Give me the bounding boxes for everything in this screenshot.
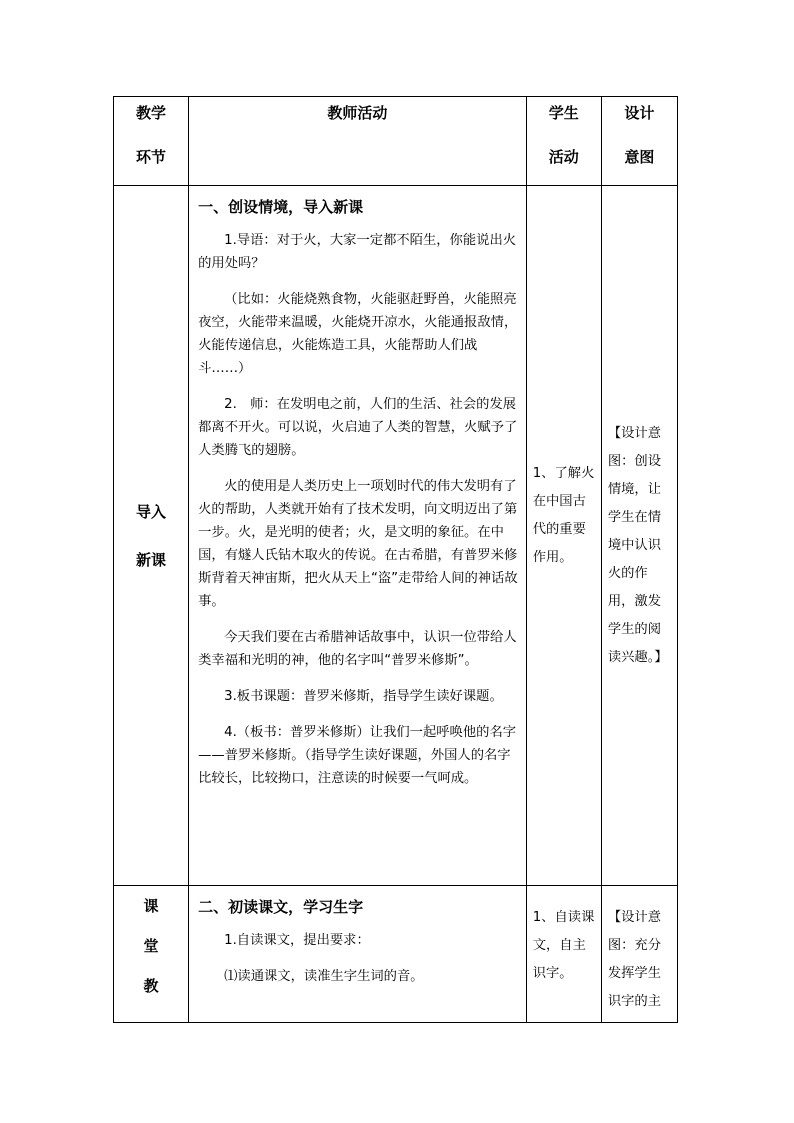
header-row <box>114 97 678 186</box>
header-design-line2: 意图 <box>624 148 655 166</box>
teacher-activity-intro <box>189 186 527 886</box>
header-stage <box>114 97 189 186</box>
paragraph: ⑴读通课文，读准生字生词的音。 <box>224 969 424 984</box>
paragraph: 1.自读课文，提出要求： <box>224 933 370 948</box>
lesson-plan-table <box>113 96 678 1023</box>
header-student-line2: 活动 <box>548 148 579 166</box>
stage-intro-line1: 导入 <box>136 502 167 521</box>
student-activity-reading <box>526 886 601 1023</box>
stage-intro-line2: 新课 <box>136 550 167 569</box>
header-design-line1: 设计 <box>624 104 655 122</box>
design-intent-reading <box>601 886 677 1023</box>
row-reading <box>114 886 678 1023</box>
student-activity-text: 1、了解火在中国古代的重要作用。 <box>532 465 595 565</box>
stage-class-line2: 堂 <box>143 937 159 955</box>
stage-class-line3: 教 <box>143 977 159 995</box>
section-title-intro: 一、创设情境，导入新课 <box>198 198 364 216</box>
paragraph: 3.板书课题：普罗米修斯，指导学生读好课题。 <box>224 689 503 704</box>
paragraph: 1.导语：对于火，大家一定都不陌生，你能说出火的用处吗？ <box>198 233 517 271</box>
design-intent-text: 【设计意图：创设情境，让学生在情境中认识火的作用，激发学生的阅读兴趣。】 <box>607 425 668 665</box>
section-title-reading: 二、初读课文，学习生字 <box>198 898 364 916</box>
header-design <box>601 97 677 186</box>
row-intro <box>114 186 678 886</box>
student-activity-intro <box>526 186 601 886</box>
student-activity-text: 1、自读课文，自主识字。 <box>532 910 595 981</box>
header-teacher-label: 教师活动 <box>327 104 388 122</box>
design-intent-text: 【设计意图：充分发挥学生识字的主 <box>607 910 662 1009</box>
header-student <box>526 97 601 186</box>
paragraph: 火的使用是人类历史上一项划时代的伟大发明有了火的帮助，人类就开始有了技术发明，向文明迈出了第一步。火，是光明的使者；火，是文明的象征。在中国，有燧人氏钻木取火的传说。在古希腊，有普罗米修斯背着天神宙斯，把火从天上“盗”走带给人间的神话故事。 <box>198 479 518 609</box>
stage-class-line1: 课 <box>143 897 159 915</box>
header-stage-line2: 环节 <box>136 148 167 166</box>
header-student-line1: 学生 <box>548 104 579 122</box>
paragraph: 今天我们要在古希腊神话故事中，认识一位带给人类幸福和光明的神，他的名字叫“普罗米修斯”。 <box>198 630 517 668</box>
paragraph: 2. 师：在发明电之前，人们的生活、社会的发展都离不开火。可以说，火启迪了人类的智慧，火赋予了人类腾飞的翅膀。 <box>198 397 518 458</box>
teacher-activity-reading <box>189 886 527 1023</box>
header-teacher <box>189 97 527 186</box>
paragraph: （比如：火能烧熟食物，火能驱赶野兽，火能照亮夜空，火能带来温暖，火能烧开凉水，火能通报敌情，火能传递信息，火能炼造工具，火能帮助人们战斗……） <box>198 292 518 376</box>
stage-class <box>114 886 189 1023</box>
design-intent-intro <box>601 186 677 886</box>
header-stage-line1: 教学 <box>136 104 167 122</box>
paragraph: 4.（板书：普罗米修斯）让我们一起呼唤他的名字——普罗米修斯。（指导学生读好课题，外国人的名字比较长，比较拗口，注意读的时候要一气呵成。 <box>198 725 517 786</box>
stage-intro <box>114 186 189 886</box>
